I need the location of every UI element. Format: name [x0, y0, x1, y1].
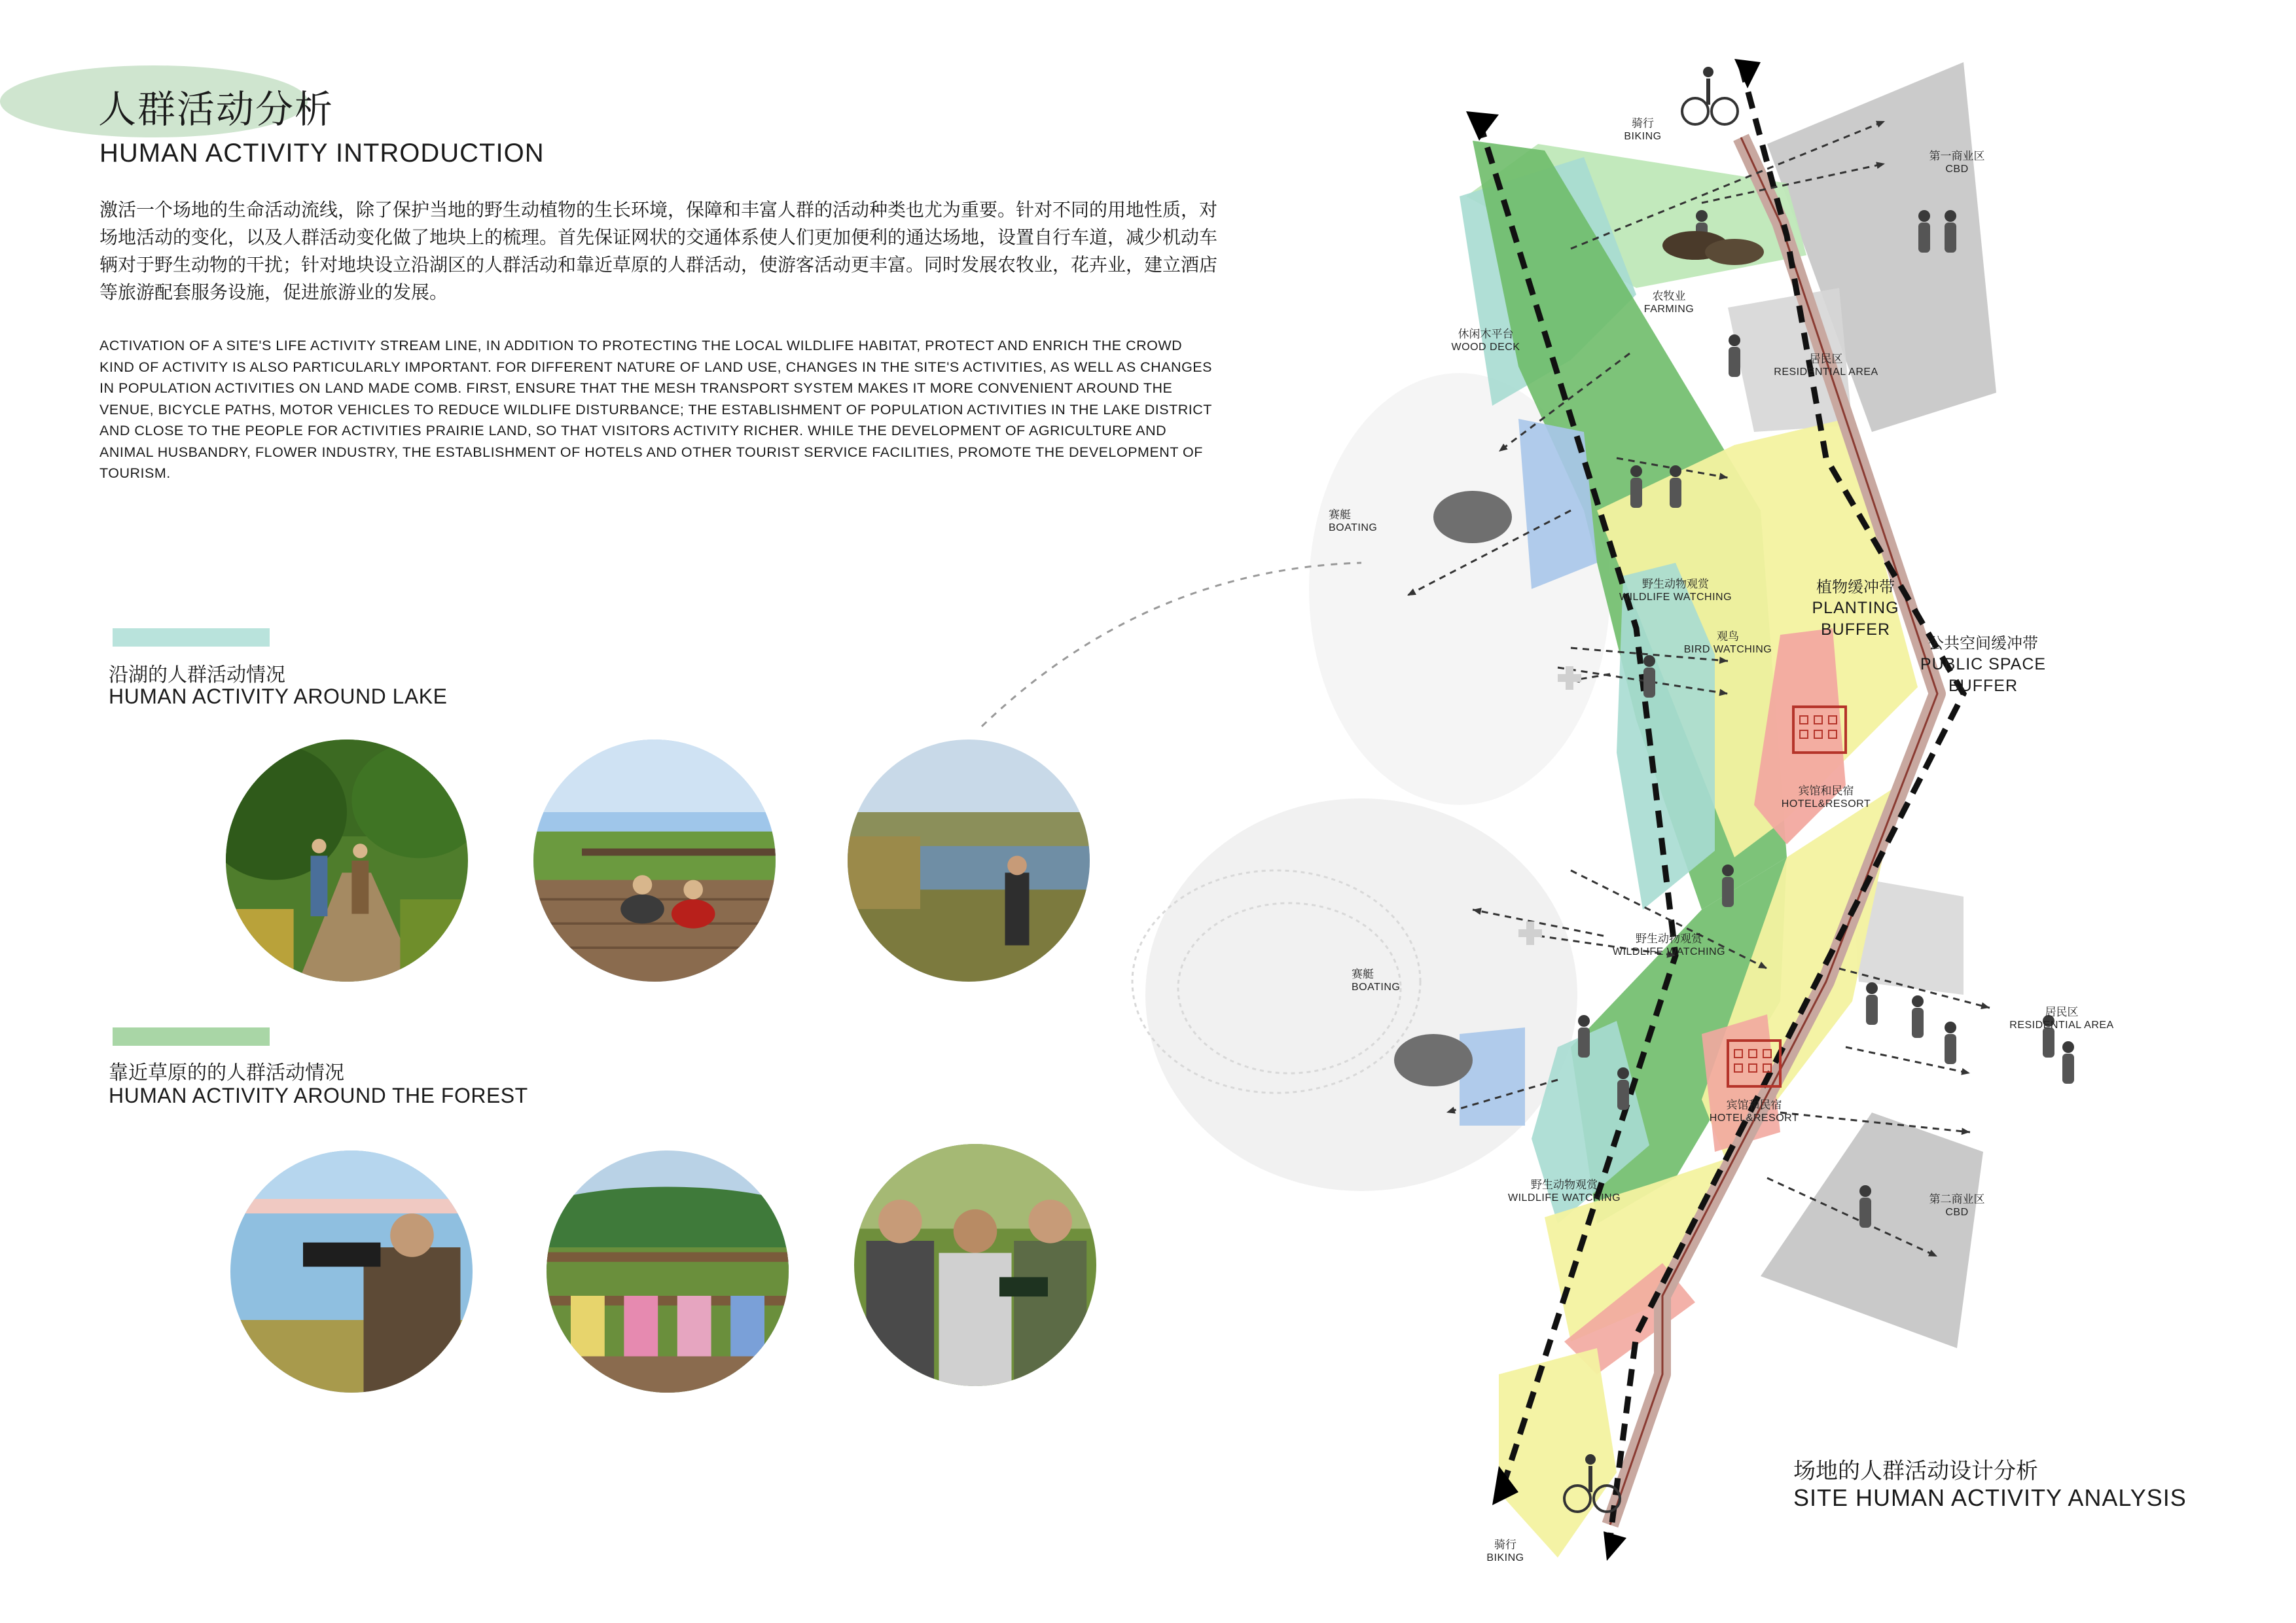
person-figure-body	[1859, 1198, 1871, 1228]
activity-arrow-head	[1961, 1068, 1970, 1075]
person-figure-body	[1643, 668, 1655, 698]
label-boating-2: 赛艇 BOATING	[1352, 968, 1401, 993]
cyclist-top-icon	[1703, 67, 1713, 77]
person-figure-body	[1945, 1034, 1956, 1064]
boating-zone-2	[1460, 1027, 1525, 1126]
person-figure-body	[1729, 347, 1740, 377]
person-figure-body	[1630, 478, 1642, 508]
person-figure	[1643, 655, 1655, 667]
person-figure	[1578, 1015, 1590, 1027]
person-figure	[1722, 865, 1734, 876]
page-title-cn: 人群活动分析	[98, 87, 334, 132]
person-figure	[1945, 1022, 1956, 1033]
label-farming: 农牧业 FARMING	[1643, 290, 1695, 315]
person-figure-body	[1578, 1027, 1590, 1058]
person-figure	[2062, 1041, 2074, 1053]
label-public-space-buffer: 公共空间缓冲带 PUBLIC SPACE BUFFER	[1920, 635, 2047, 695]
boundary-arrow-top-left	[1466, 111, 1499, 141]
label-wildlife-watching-3: 野生动物观赏 WILDLIFE WATCHING	[1507, 1179, 1621, 1204]
boundary-arrow-top-right	[1734, 59, 1761, 88]
lake-section-title-en: HUMAN ACTIVITY AROUND LAKE	[109, 685, 448, 708]
label-bird-watching: 观鸟 BIRD WATCHING	[1683, 630, 1772, 656]
boating-group-2	[1394, 1034, 1473, 1086]
label-wildlife-watching-2: 野生动物观赏 WILDLIFE WATCHING	[1612, 933, 1726, 958]
forest-section-title-cn: 靠近草原的的人群活动情况	[109, 1061, 344, 1084]
person-figure	[1912, 995, 1924, 1007]
person-figure	[1918, 210, 1930, 222]
cbd-2-block	[1761, 1113, 1983, 1348]
person-figure-body	[1945, 223, 1956, 253]
person-figure	[1617, 1067, 1629, 1079]
site-analysis-title-en: SITE HUMAN ACTIVITY ANALYSIS	[1793, 1484, 2187, 1511]
lake-section-title-cn: 沿湖的人群活动情况	[109, 664, 285, 687]
label-planting-buffer: 植物缓冲带 PLANTING BUFFER	[1812, 579, 1899, 639]
person-figure	[1866, 982, 1878, 994]
person-figure-body	[1722, 877, 1734, 907]
boating-group-1	[1433, 491, 1512, 543]
label-residential-2: 居民区 RESIDENTIAL AREA	[2009, 1006, 2114, 1031]
boundary-arrow-bottom-right	[1604, 1531, 1626, 1561]
person-figure	[1670, 465, 1681, 477]
label-wildlife-watching-1: 野生动物观赏 WILDLIFE WATCHING	[1619, 578, 1732, 603]
intro-paragraph-cn: 激活一个场地的生命活动流线，除了保护当地的野生动植物的生长环境，保障和丰富人群的活动种类也尤为重要。针对不同的用地性质，对场地活动的变化，以及人群活动变化做了地块上的梳理。首先保证网状的交通体系使人们更加便利的通达场地，设置自行车道，减少机动车辆对于野生动物的干扰；针对地块设立沿湖区的人群活动和靠近草原的人群活动，使游客活动更丰富。同时发展农牧业，花卉业，建立酒店等旅游配套服务设施，促进旅游业的发展。	[99, 199, 1218, 303]
label-cbd-1: 第一商业区 CBD	[1929, 150, 1985, 175]
label-hotel-resort-2: 宾馆和民宿 HOTEL&RESORT	[1709, 1099, 1799, 1124]
intro-paragraph-en: ACTIVATION OF A SITE'S LIFE ACTIVITY STREAM LINE, IN ADDITION TO PROTECTING THE LOCAL WILDLIFE HABITAT, PROTECT AND ENRICH THE CROWD KIND OF ACTIVITY IS ALSO PARTICULARLY IMPORTANT. FOR DIFFERENT NATURE OF LAND USE, CHANGES IN THE SITE'S ACTIVITIES, AS WELL AS CHANGES IN POPULATION ACTIVITIES ON LAND MADE COMB. FIRST, ENSURE THAT THE MESH TRANSPORT SYSTEM MAKES IT MORE CONVENIENT AROUND THE VENUE, BICYCLE PATHS, MOTOR VEHICLES TO REDUCE WILDLIFE DISTURBANCE; THE ESTABLISHMENT OF POPULATION ACTIVITIES IN THE LAKE DISTRICT AND CLOSE TO THE PEOPLE FOR ACTIVITIES PRAIRIE LAND, SO THAT VISITORS ACTIVITY RICHER. WHILE THE DEVELOPMENT OF AGRICULTURE AND ANIMAL HUSBANDRY, FLOWER INDUSTRY, THE ESTABLISHMENT OF HOTELS AND OTHER TOURIST SERVICE FACILITIES, PROMOTE THE DEVELOPMENT OF TOURISM.	[99, 338, 1212, 481]
label-residential-1: 居民区 RESIDENTIAL AREA	[1774, 353, 1878, 378]
label-biking-top: 骑行 BIKING	[1624, 117, 1662, 143]
person-figure-body	[1617, 1080, 1629, 1110]
person-figure	[1630, 465, 1642, 477]
label-hotel-resort-1: 宾馆和民宿 HOTEL&RESORT	[1781, 785, 1871, 810]
cyclist-bottom-icon	[1585, 1454, 1596, 1465]
link-curve-lake-photos	[982, 563, 1361, 726]
lake-shadow-zone	[1145, 798, 1577, 1191]
site-analysis-title-cn: 场地的人群活动设计分析	[1793, 1458, 2038, 1484]
person-figure	[1729, 334, 1740, 346]
person-figure-body	[2062, 1054, 2074, 1084]
label-cbd-2: 第二商业区 CBD	[1929, 1193, 1985, 1219]
person-figure-body	[1670, 478, 1681, 508]
label-biking-bottom: 骑行 BIKING	[1486, 1539, 1524, 1564]
page-title-en: HUMAN ACTIVITY INTRODUCTION	[99, 139, 545, 168]
person-figure	[1859, 1185, 1871, 1197]
label-boating-1: 赛艇 BOATING	[1329, 508, 1378, 534]
person-figure-body	[1918, 223, 1930, 253]
label-wood-deck: 休闲木平台 WOOD DECK	[1451, 328, 1520, 353]
person-figure	[1696, 210, 1708, 222]
forest-section-title-en: HUMAN ACTIVITY AROUND THE FOREST	[109, 1084, 528, 1107]
person-figure-body	[1912, 1008, 1924, 1038]
cattle-icon	[1705, 239, 1764, 265]
person-figure-body	[1866, 995, 1878, 1025]
cyclist-top-icon-wheel	[1712, 98, 1738, 124]
person-figure	[1945, 210, 1956, 222]
